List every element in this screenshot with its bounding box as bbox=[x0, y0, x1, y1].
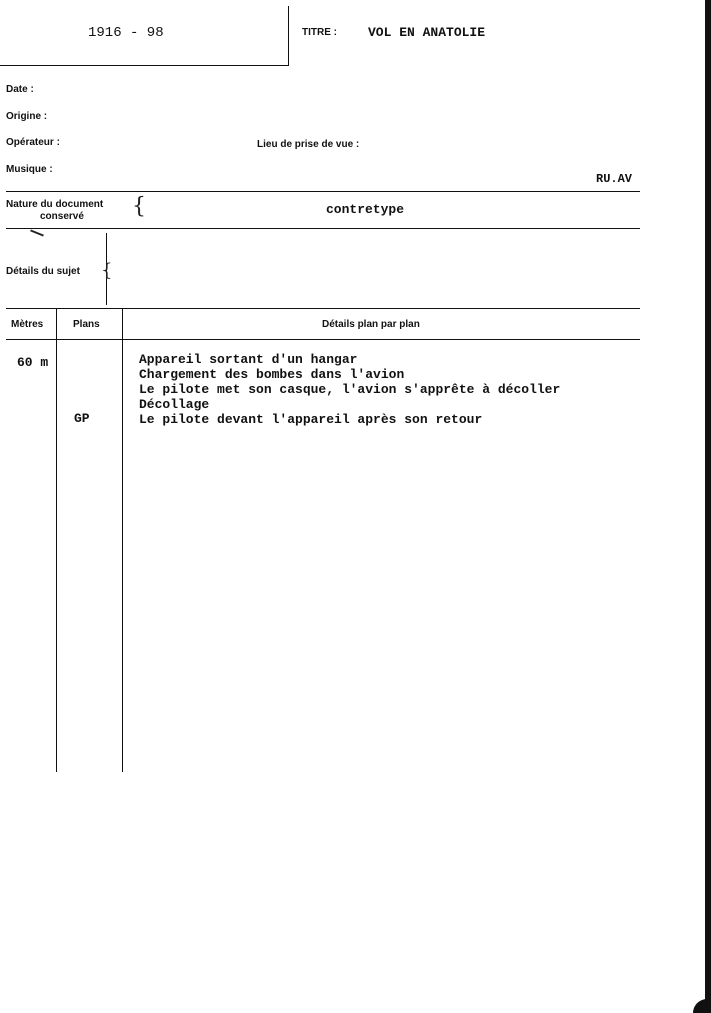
plans-value: GP bbox=[74, 411, 90, 426]
col-header-plans: Plans bbox=[73, 319, 100, 330]
col-divider-plans bbox=[122, 309, 123, 772]
col-header-details: Détails plan par plan bbox=[322, 319, 420, 330]
origine-label: Origine : bbox=[6, 111, 48, 122]
pen-mark bbox=[30, 229, 44, 236]
musique-label: Musique : bbox=[6, 164, 53, 175]
details-list bbox=[139, 352, 560, 427]
nature-top-rule bbox=[6, 191, 640, 192]
sujet-brace: { bbox=[101, 260, 113, 281]
nature-brace: { bbox=[132, 194, 146, 219]
col-divider-metres bbox=[56, 309, 57, 772]
archive-code: RU.AV bbox=[596, 172, 633, 186]
nature-label-line1: Nature du document bbox=[6, 199, 104, 210]
metres-value: 60 m bbox=[17, 355, 49, 370]
detail-line: Le pilote met son casque, l'avion s'apprête à décoller bbox=[139, 382, 561, 397]
detail-line: Appareil sortant d'un hangar bbox=[139, 352, 358, 367]
date-label: Date : bbox=[6, 84, 34, 95]
col-header-metres: Mètres bbox=[11, 319, 44, 330]
sujet-label: Détails du sujet bbox=[6, 266, 80, 277]
table-top-rule bbox=[6, 308, 640, 309]
nature-label-line2: conservé bbox=[40, 211, 84, 222]
nature-bottom-rule bbox=[6, 228, 640, 229]
nature-value: contretype bbox=[326, 202, 405, 217]
reference-number: 1916 - 98 bbox=[88, 25, 164, 41]
detail-line: Décollage bbox=[139, 397, 210, 412]
lieu-label: Lieu de prise de vue : bbox=[257, 139, 360, 150]
scan-corner bbox=[693, 999, 711, 1013]
header-box-bottom-rule bbox=[0, 65, 289, 66]
title-value: VOL EN ANATOLIE bbox=[368, 25, 486, 40]
header-box-divider bbox=[288, 6, 289, 66]
detail-line: Chargement des bombes dans l'avion bbox=[139, 367, 405, 382]
table-header-rule bbox=[6, 339, 640, 340]
title-label: TITRE : bbox=[302, 27, 337, 38]
operateur-label: Opérateur : bbox=[6, 137, 60, 148]
detail-line: Le pilote devant l'appareil après son retour bbox=[139, 412, 483, 427]
scan-edge bbox=[705, 0, 711, 1013]
